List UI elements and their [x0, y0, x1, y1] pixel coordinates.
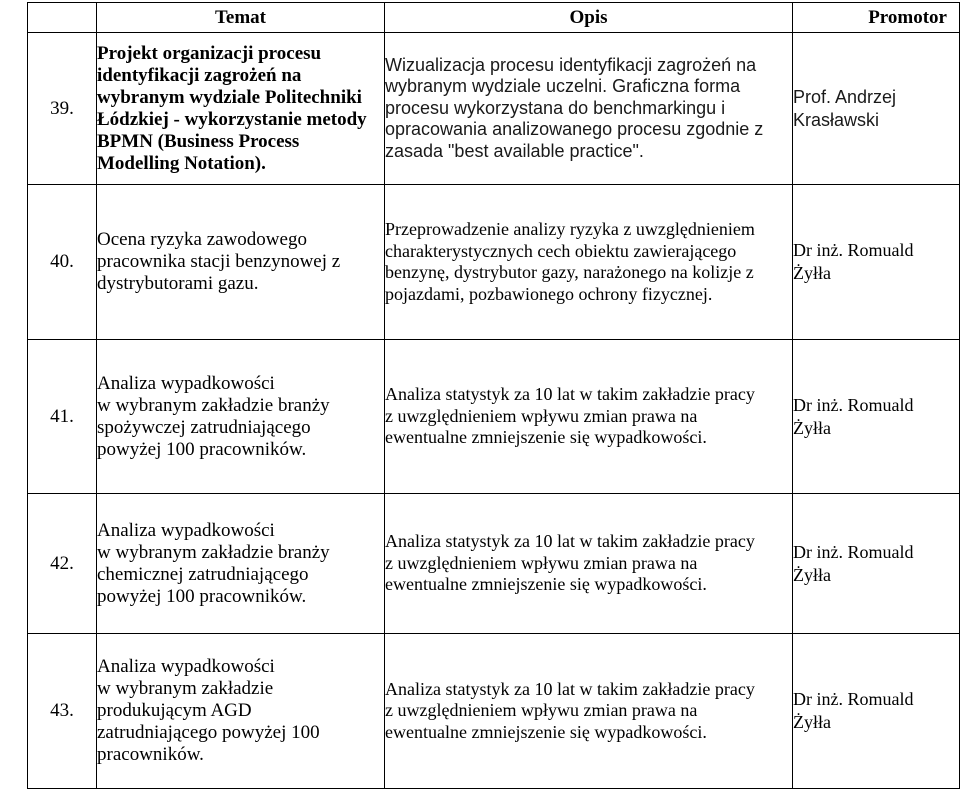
row-number: 39.	[28, 33, 97, 185]
row-promotor	[793, 33, 960, 185]
table-row	[28, 634, 960, 789]
description-line: wybranym wydziale uczelni. Graficzna forma	[385, 76, 741, 97]
promotor-line: Dr inż. Romuald	[793, 541, 914, 562]
description-line: Analiza statystyk za 10 lat w takim zakładzie pracy	[385, 384, 755, 405]
row-topic	[97, 33, 385, 185]
row-description	[385, 33, 793, 185]
topic-line: Modelling Notation).	[97, 152, 266, 174]
description-line: ewentualne zmniejszenie się wypadkowości.	[385, 721, 707, 742]
topic-line: zatrudniającego powyżej 100	[97, 722, 320, 743]
topic-line: Analiza wypadkowości	[97, 372, 275, 394]
table-row	[28, 494, 960, 634]
row-number: 40.	[28, 185, 97, 340]
header-promotor: Promotor	[793, 3, 960, 33]
topic-line: powyżej 100 pracowników.	[97, 585, 307, 607]
description-line: charakterystycznych cech obiektu zawierającego	[385, 240, 737, 261]
description-line: ewentualne zmniejszenie się wypadkowości.	[385, 427, 707, 448]
promotor-line: Żyłła	[793, 263, 831, 283]
topic-line: Ocena ryzyka zawodowego	[97, 229, 307, 250]
description-line: Analiza statystyk za 10 lat w takim zakładzie pracy	[385, 678, 755, 699]
row-number: 43.	[28, 634, 97, 789]
description-line: Przeprowadzenie analizy ryzyka z uwzględnieniem	[385, 219, 755, 239]
row-topic	[97, 634, 385, 789]
topic-line: w wybranym zakładzie branży	[97, 541, 330, 563]
topic-line: identyfikacji zagrożeń na	[97, 64, 302, 86]
description-line: z uwzględnieniem wpływu zmian prawa na	[385, 552, 698, 573]
description-line: ewentualne zmniejszenie się wypadkowości.	[385, 574, 707, 595]
description-line: z uwzględnieniem wpływu zmian prawa na	[385, 700, 698, 721]
topic-line: w wybranym zakładzie	[97, 678, 274, 699]
promotor-line: Dr inż. Romuald	[793, 240, 914, 260]
promotor-line: Żyłła	[793, 712, 831, 732]
header-number	[28, 3, 97, 33]
row-promotor	[793, 494, 960, 634]
description-line: zasada "best available practice".	[385, 140, 644, 161]
row-promotor	[793, 340, 960, 494]
row-number: 41.	[28, 340, 97, 494]
topic-line: spożywczej zatrudniającego	[97, 416, 311, 438]
row-description	[385, 494, 793, 634]
promotor-line: Krasławski	[793, 109, 880, 130]
topic-line: Łódzkiej - wykorzystanie metody	[97, 108, 367, 130]
topic-line: BPMN (Business Process	[97, 130, 300, 152]
description-line: benzynę, dystrybutor gazy, narażonego na kolizje z	[385, 262, 754, 282]
description-line: procesu wykorzystana do benchmarkingu i	[385, 97, 726, 118]
row-promotor	[793, 185, 960, 340]
table-row	[28, 33, 960, 185]
description-line: z uwzględnieniem wpływu zmian prawa na	[385, 405, 698, 426]
row-topic	[97, 185, 385, 340]
row-topic	[97, 340, 385, 494]
header-topic: Temat	[97, 3, 385, 33]
topic-line: dystrybutorami gazu.	[97, 273, 259, 294]
promotor-line: Żyłła	[793, 417, 831, 438]
description-line: Analiza statystyk za 10 lat w takim zakładzie pracy	[385, 531, 755, 552]
row-description	[385, 340, 793, 494]
thesis-topics-table	[27, 2, 960, 789]
row-number: 42.	[28, 494, 97, 634]
header-description: Opis	[385, 3, 793, 33]
row-topic	[97, 494, 385, 634]
row-promotor	[793, 634, 960, 789]
promotor-line: Prof. Andrzej	[793, 86, 897, 107]
table-row	[28, 340, 960, 494]
description-line: pojazdami, pozbawionego ochrony fizycznej.	[385, 283, 713, 304]
table-header-row	[28, 3, 960, 33]
topic-line: powyżej 100 pracowników.	[97, 438, 307, 460]
topic-line: Analiza wypadkowości	[97, 519, 275, 541]
topic-line: w wybranym zakładzie branży	[97, 394, 330, 416]
row-description	[385, 634, 793, 789]
topic-line: wybranym wydziale Politechniki	[97, 86, 362, 108]
topic-line: pracownika stacji benzynowej z	[97, 251, 341, 272]
description-line: opracowania analizowanego procesu zgodnie z	[385, 119, 764, 140]
promotor-line: Dr inż. Romuald	[793, 689, 914, 709]
topic-line: chemicznej zatrudniającego	[97, 563, 309, 585]
table-row	[28, 185, 960, 340]
topic-line: produkującym AGD	[97, 700, 252, 721]
description-line: Wizualizacja procesu identyfikacji zagrożeń na	[385, 54, 757, 75]
topic-line: Analiza wypadkowości	[97, 656, 275, 677]
row-description	[385, 185, 793, 340]
promotor-line: Dr inż. Romuald	[793, 394, 914, 415]
topic-line: pracowników.	[97, 744, 204, 765]
promotor-line: Żyłła	[793, 564, 831, 585]
topic-line: Projekt organizacji procesu	[97, 42, 322, 64]
